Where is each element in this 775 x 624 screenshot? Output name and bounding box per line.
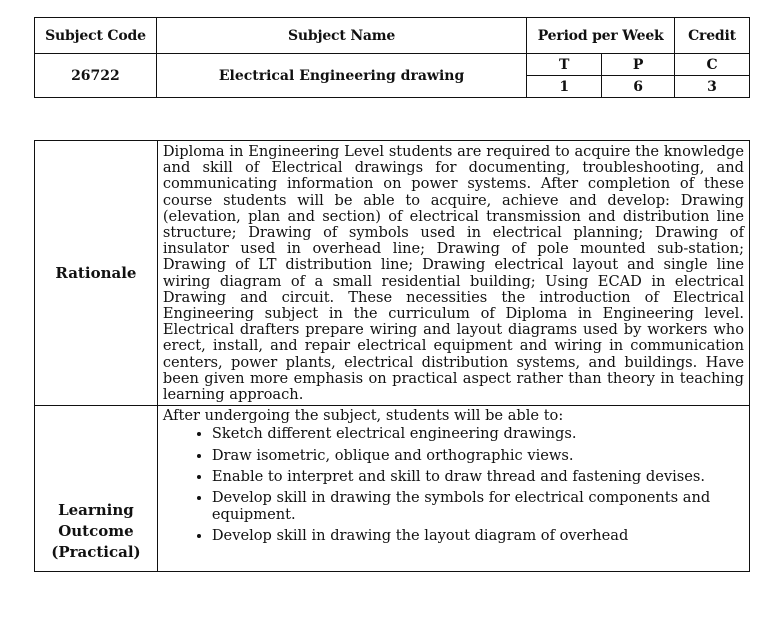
period-per-week-header: Period per Week	[527, 18, 675, 54]
learning-outcome-label-line3: (Practical)	[51, 543, 141, 562]
list-item: • Develop skill in drawing the layout diagram of overhead	[212, 528, 744, 545]
learning-outcome-label	[35, 406, 158, 572]
rationale-cell	[157, 141, 749, 406]
learning-outcome-list	[163, 426, 744, 545]
theory-value: 1	[527, 76, 602, 98]
learning-outcome-label-line2: Outcome	[58, 522, 134, 541]
subject-info-table	[34, 17, 750, 98]
learning-outcome-label-line1: Learning	[58, 501, 134, 520]
rationale-label: Rationale	[35, 141, 158, 406]
list-item: • Draw isometric, oblique and orthographic views.	[212, 448, 744, 465]
theory-label: T	[527, 54, 602, 76]
subject-row-labels	[35, 54, 750, 76]
rationale-text: Diploma in Engineering Level students are required to acquire the knowledge and skill of Electrical drawings for documenting, troubleshooting, and communicating information on power systems. After completion of these course students will be able to acquire, achieve and develop: Drawing (elevation, plan and section) of electrical transmission and distribution line structure; Drawing of symbols used in electrical planning; Drawing of insulator used in overhead line; Drawing of pole mounted sub-station; Drawing of LT distribution line; Drawing electrical layout and single line wiring diagram of a small residential building; Using ECAD in electrical Drawing and circuit. These necessities the introduction of Electrical Engineering subject in the curriculum of Diploma in Engineering level. Electrical drafters prepare wiring and layout diagrams used by workers who erect, install, and repair electrical equipment and wiring in communication centers, power plants, electrical distribution systems, and buildings. Have been given more emphasis on practical aspect rather than theory in teaching learning approach.	[162, 143, 744, 404]
practical-value: 6	[602, 76, 675, 98]
subject-name-header: Subject Name	[156, 18, 526, 54]
list-item: • Sketch different electrical engineering drawings.	[212, 426, 744, 443]
subject-name-value: Electrical Engineering drawing	[156, 54, 526, 98]
learning-outcome-row	[35, 406, 750, 572]
credit-header: Credit	[675, 18, 750, 54]
subject-header-row	[35, 18, 750, 54]
practical-label: P	[602, 54, 675, 76]
subject-code-header: Subject Code	[35, 18, 157, 54]
rationale-row	[35, 141, 750, 406]
learning-outcome-intro: After undergoing the subject, students will be able to:	[162, 407, 564, 425]
list-item: • Develop skill in drawing the symbols for electrical components and equipment.	[212, 490, 744, 524]
learning-outcome-cell	[157, 406, 749, 572]
credit-value: 3	[675, 76, 750, 98]
credit-label: C	[675, 54, 750, 76]
subject-code-value: 26722	[35, 54, 157, 98]
subject-detail-table	[34, 140, 750, 572]
list-item: • Enable to interpret and skill to draw thread and fastening devises.	[212, 469, 744, 486]
